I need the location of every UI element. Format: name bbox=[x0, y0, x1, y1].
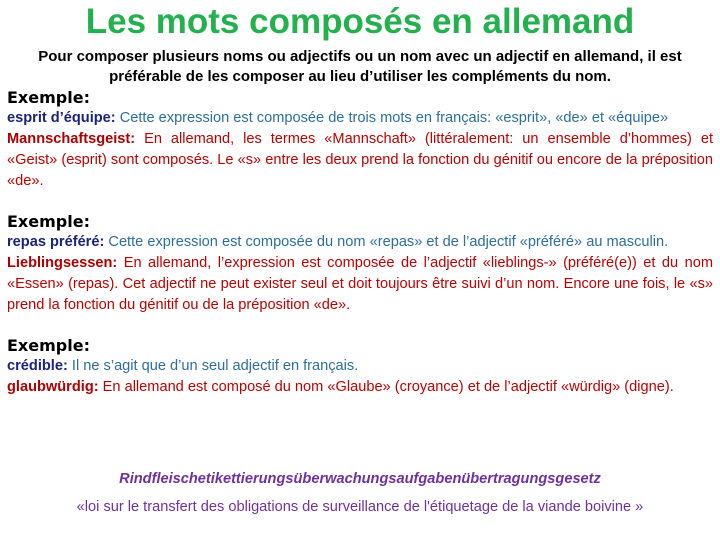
german-example bbox=[7, 377, 713, 398]
french-example bbox=[7, 232, 713, 253]
german-explanation: En allemand est composé du nom «Glaube» (croyance) et de l’adjectif «würdig» (digne). bbox=[102, 379, 674, 395]
french-example bbox=[7, 356, 713, 377]
german-explanation: En allemand, les termes «Mannschaft» (littéralement: un ensemble d’hommes) et «Geist» (esprit) sont composés. Le «s» entre les deux prend la fonction du génitif ou encore de la préposition «de». bbox=[7, 131, 714, 189]
german-term: glaubwürdig: bbox=[7, 379, 99, 395]
french-term: esprit d’équipe: bbox=[7, 110, 116, 126]
german-term: Lieblingsessen: bbox=[7, 255, 118, 271]
example-heading: Exemple: bbox=[7, 88, 90, 107]
french-term: repas préféré: bbox=[7, 234, 105, 250]
spacer bbox=[7, 192, 713, 212]
examples-body bbox=[7, 88, 713, 398]
compound-translation: «loi sur le transfert des obligations de surveillance de l'étiquetage de la viande boivine » bbox=[76, 499, 644, 515]
french-explanation: Cette expression est composée de trois mots en français: «esprit», «de» et «équipe» bbox=[119, 110, 669, 126]
example-block-1 bbox=[7, 88, 713, 192]
spacer bbox=[7, 316, 713, 336]
intro-text: Pour composer plusieurs noms ou adjectifs ou un nom avec un adjectif en allemand, il est préférable de les composer au lieu d’utiliser les compléments du nom. bbox=[38, 48, 682, 85]
example-block-2 bbox=[7, 212, 713, 316]
example-heading: Exemple: bbox=[7, 336, 90, 355]
example-heading: Exemple: bbox=[7, 212, 90, 231]
german-term: Mannschaftsgeist: bbox=[7, 131, 136, 147]
long-compound-word: Rindfleischetikettierungsüberwachungsaufgabenübertragungsgesetz bbox=[119, 471, 601, 487]
french-example bbox=[7, 108, 713, 129]
example-block-3 bbox=[7, 336, 713, 398]
german-explanation: En allemand, l’expression est composée de l’adjectif «lieblings-» (préféré(e)) et du nom «Essen» (repas). Cet adjectif ne peut exister seul et doit toujours être suivi d’un nom. Encore une fois, le «s» prend la fonction du génitif ou de la préposition «de». bbox=[7, 255, 713, 313]
french-term: crédible: bbox=[7, 358, 68, 374]
french-explanation: Cette expression est composée du nom «repas» et de l’adjectif «préféré» au masculin. bbox=[108, 234, 669, 250]
french-explanation: Il ne s’agit que d’un seul adjectif en français. bbox=[71, 358, 359, 374]
german-example bbox=[7, 129, 713, 192]
slide-title: Les mots composés en allemand bbox=[85, 2, 635, 41]
german-example bbox=[7, 253, 713, 316]
